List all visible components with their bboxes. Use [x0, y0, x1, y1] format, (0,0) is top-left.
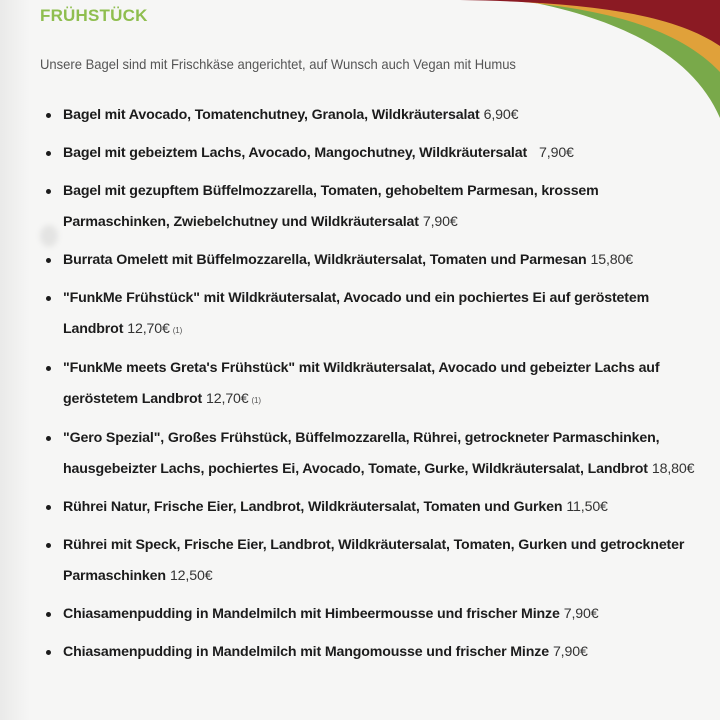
- menu-item: [44, 637, 704, 668]
- item-name: Chiasamenpudding in Mandelmilch mit Mangomousse und frischer Minze: [63, 644, 549, 660]
- item-price: 7,90€: [539, 145, 574, 161]
- item-price: 12,50€: [169, 568, 213, 584]
- item-price: 7,90€: [422, 214, 458, 230]
- item-price: 18,80€: [651, 461, 695, 477]
- menu-item: [44, 530, 704, 592]
- item-name: Chiasamenpudding in Mandelmilch mit Himbeermousse und frischer Minze: [63, 606, 560, 622]
- item-name: Bagel mit gebeiztem Lachs, Avocado, Mangochutney, Wildkräutersalat: [63, 145, 528, 161]
- item-price: 7,90€: [552, 644, 588, 660]
- item-name: Bagel mit gezupftem Büffelmozzarella, Tomaten, gehobeltem Parmesan, krossem Parmaschinken, Zwiebelchutney und Wildkräutersalat: [63, 183, 599, 230]
- section-title: FRÜHSTÜCK: [40, 6, 148, 25]
- item-price: 12,70€: [206, 391, 249, 407]
- item-name: "FunkMe meets Greta's Frühstück" mit Wildkräutersalat, Avocado und gebeizter Lachs auf geröstetem Landbrot: [63, 360, 660, 407]
- item-name: Rührei mit Speck, Frische Eier, Landbrot, Wildkräutersalat, Tomaten, Gurken und getrockneter Parmaschinken: [63, 537, 685, 584]
- item-name: Burrata Omelett mit Büffelmozzarella, Wildkräutersalat, Tomaten und Parmesan: [63, 252, 587, 268]
- menu-list: [44, 100, 704, 675]
- item-name: "FunkMe Frühstück" mit Wildkräutersalat, Avocado und ein pochiertes Ei auf geröstetem Landbrot: [63, 290, 650, 337]
- item-name: Bagel mit Avocado, Tomatenchutney, Granola, Wildkräutersalat: [63, 107, 480, 123]
- item-note: (1): [172, 326, 183, 335]
- item-price: 7,90€: [563, 606, 599, 622]
- menu-item: [44, 353, 704, 416]
- menu-item: [44, 245, 704, 276]
- item-price: 12,70€: [127, 321, 170, 337]
- item-price: 11,50€: [566, 499, 608, 515]
- item-name: Rührei Natur, Frische Eier, Landbrot, Wildkräutersalat, Tomaten und Gurken: [63, 499, 563, 515]
- menu-item: [44, 283, 704, 346]
- menu-item: [44, 138, 704, 169]
- item-price: 15,80€: [590, 252, 634, 268]
- section-intro: Unsere Bagel sind mit Frischkäse angerichtet, auf Wunsch auch Vegan mit Humus: [40, 56, 516, 72]
- menu-item: [44, 176, 704, 238]
- menu-item: [44, 492, 704, 523]
- menu-item: [44, 100, 704, 131]
- menu-item: [44, 423, 704, 485]
- item-name: "Gero Spezial", Großes Frühstück, Büffelmozzarella, Rührei, getrockneter Parmaschinken, hausgebeizter Lachs, pochiertes Ei, Avocado, Tomate, Gurke, Wildkräutersalat, Landbrot: [63, 430, 660, 477]
- menu-item: [44, 599, 704, 630]
- item-note: (1): [251, 396, 261, 405]
- item-price: 6,90€: [483, 107, 519, 123]
